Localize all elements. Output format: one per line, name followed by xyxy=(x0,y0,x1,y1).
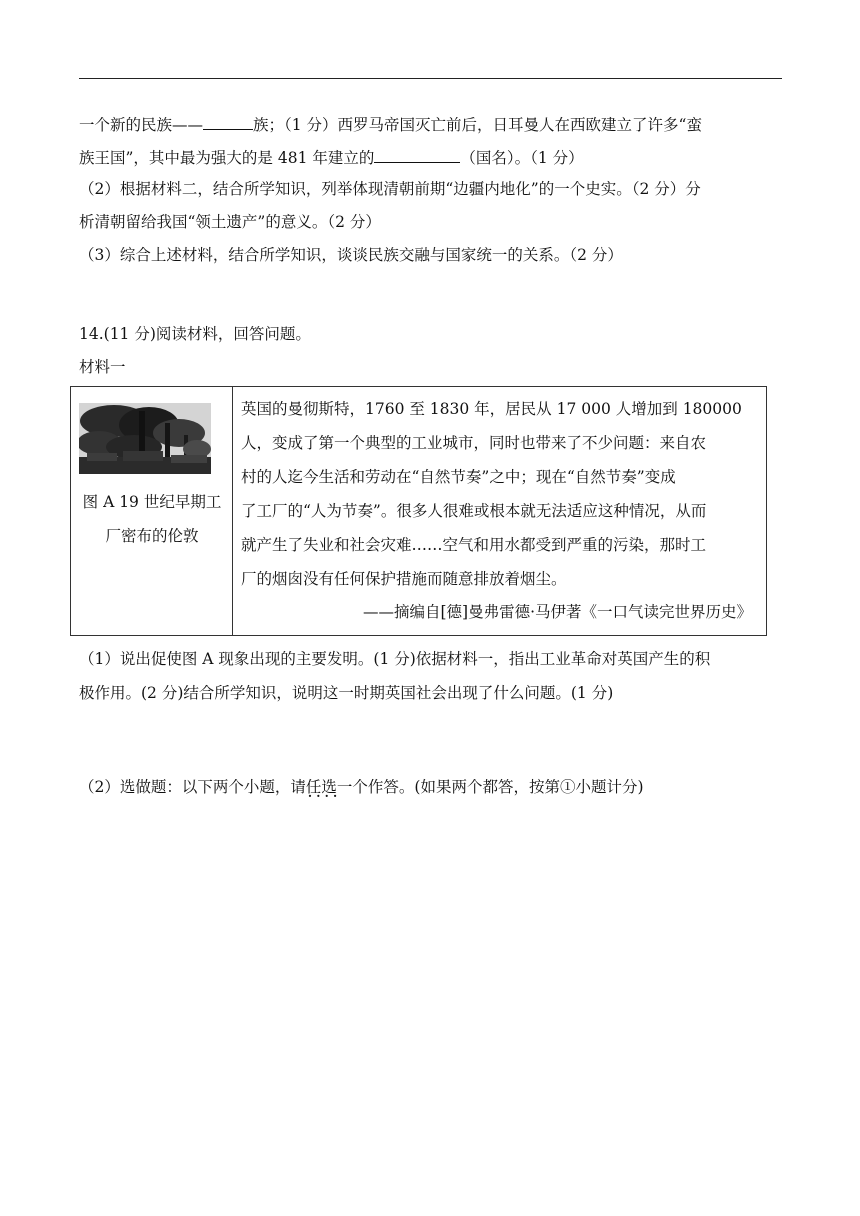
material-label: 材料一 xyxy=(79,358,126,376)
material-text-line: 人，变成了第一个典型的工业城市，同时也带来了不少问题：来自农 xyxy=(241,434,707,452)
material-source: ——摘编自[德]曼弗雷德·马伊著《一口气读完世界历史》 xyxy=(362,603,752,621)
q14-sub2 xyxy=(79,780,644,796)
figure-caption-line-1: 图 A 19 世纪早期工 xyxy=(82,493,222,511)
q14-sub2-text: （2）选做题：以下两个小题，请 xyxy=(79,778,306,796)
material-table xyxy=(70,386,767,636)
q14-sub2-text: 作答。(如果两个都答，按第①小题计分) xyxy=(367,778,644,796)
material-text-line: 厂的烟囱没有任何保护措施而随意排放着烟尘。 xyxy=(241,570,567,588)
q13-line-2 xyxy=(79,148,584,167)
q13-text: 族王国”，其中最为强大的是 481 年建立的 xyxy=(79,149,375,167)
q13-text: 族；（1 分）西罗马帝国灭亡前后，日耳曼人在西欧建立了许多“蛮 xyxy=(253,116,702,134)
material-text-line: 就产生了失业和社会灾难……空气和用水都受到严重的污染，那时工 xyxy=(241,536,707,554)
q13-sub2-cont: 析清朝留给我国“领土遗产”的意义。（2 分） xyxy=(79,213,381,231)
header-rule xyxy=(79,78,782,79)
q13-sub3: （3）综合上述材料，结合所学知识，谈谈民族交融与国家统一的关系。（2 分） xyxy=(79,246,623,264)
emphasis-text: 任选一个 · · xyxy=(306,778,368,796)
q13-sub2: （2）根据材料二，结合所学知识，列举体现清朝前期“边疆内地化”的一个史实。（2 分）分 xyxy=(79,180,701,198)
q13-text: （国名）。（1 分） xyxy=(460,149,584,167)
material-text-line: 村的人迄今生活和劳动在“自然节奏”之中；现在“自然节奏”变成 xyxy=(241,468,676,486)
answer-blank xyxy=(374,148,460,163)
q14-sub1-cont: 极作用。(2 分)结合所学知识，说明这一时期英国社会出现了什么问题。(1 分) xyxy=(79,684,614,702)
material-text-line: 了工厂的“人为节奏”。很多人很难或根本就无法适应这种情况，从而 xyxy=(241,502,707,520)
answer-blank xyxy=(203,115,253,130)
table-divider xyxy=(232,387,233,635)
material-text-line: 英国的曼彻斯特，1760 至 1830 年，居民从 17 000 人增加到 180000 xyxy=(241,400,742,418)
factory-smoke-photo xyxy=(79,403,211,474)
figure-caption-line-2: 厂密布的伦敦 xyxy=(105,527,199,545)
q13-line-1 xyxy=(79,115,702,134)
q14-heading: 14.(11 分)阅读材料，回答问题。 xyxy=(79,325,311,343)
q14-sub1: （1）说出促使图 A 现象出现的主要发明。(1 分)依据材料一，指出工业革命对英国产生的积 xyxy=(79,650,711,668)
q13-text: 一个新的民族—— xyxy=(79,116,204,134)
